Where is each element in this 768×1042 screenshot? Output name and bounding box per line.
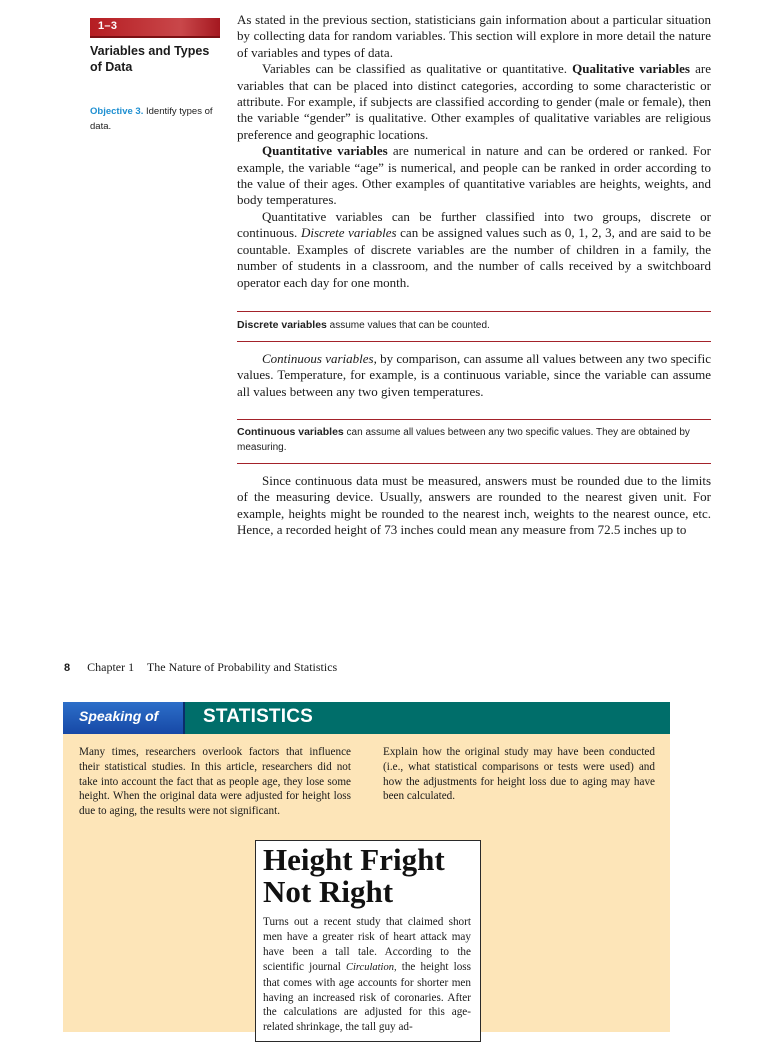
definition-text: can assume all values between any two specific values. They are obtained by measuring. <box>237 427 690 453</box>
page-number: 8 <box>64 662 71 674</box>
definition-term: Discrete variables <box>237 319 327 331</box>
body-text-continuous <box>237 351 711 400</box>
paragraph-intro: As stated in the previous section, statisticians gain information about a particular situation by collecting data for random variables. This section will explore in more detail the nature of variables and types of data. <box>237 12 711 60</box>
speaking-of-statistics-box <box>63 702 670 1032</box>
paragraph-rounding: Since continuous data must be measured, answers must be rounded due to the limits of the measuring device. Usually, answers are rounded to the nearest given unit. For example, heights might be rounded to the nearest inch, weights to the nearest ounce, etc. Hence, a recorded height of 73 inches could mean any measure from 72.5 inches up to <box>237 473 711 538</box>
objective-label: Objective 3. <box>90 106 144 117</box>
paragraph-continuous: Continuous variables, by comparison, can assume all values between any two specific values. Temperature, for example, is a continuous variable, since the variable can assume all values between any two given temperatures. <box>237 351 711 399</box>
term-continuous: Continuous variables, <box>262 351 377 366</box>
box-question-text: Explain how the original study may have been conducted (i.e., what statistical comparisons or tests were used) and how the adjustments for height loss due to aging may have been calculated. <box>383 746 655 803</box>
definition-text: assume values that can be counted. <box>326 320 490 331</box>
definition-continuous <box>237 419 711 464</box>
box-header <box>63 702 670 734</box>
journal-name: Circulation, <box>345 961 397 973</box>
box-header-tab-label: Speaking of <box>79 708 159 724</box>
term-qualitative: Qualitative variables <box>572 61 690 77</box>
paragraph-discrete: Quantitative variables can be further classified into two groups, discrete or continuous. Discrete variables can be assigned values such as 0, 1, 2, 3, and are said to be countable. Examples of discrete variables are the number of children in a family, the number of students in a classroom, and the number of calls received by a switchboard operator each day for one month. <box>237 208 711 290</box>
paragraph-qualitative: Variables can be classified as qualitative or quantitative. Qualitative variables are variables that can be placed into distinct categories, according to some characteristic or attribute. For example, if subjects are classified according to gender (male or female), then the variable “gender” is qualitative. Other examples of qualitative variables are religious preference and geographic locations. <box>237 61 711 142</box>
objective-text: Identify types of data. <box>90 106 213 132</box>
clipping-body: Turns out a recent study that claimed short men have a greater risk of heart attack may have been a tall tale. According to the scientific journal Circulation, the height loss that comes with age accounts for shorter men having an increased risk of coronaries. After the calculations are adjusted for this age-related shrinkage, the tall guy ad- <box>263 916 471 1034</box>
section-number-badge <box>90 18 220 38</box>
box-header-title: STATISTICS <box>203 706 314 727</box>
body-text <box>237 12 711 291</box>
news-clipping <box>255 840 481 1042</box>
body-text-rounding <box>237 473 711 539</box>
chapter-label: Chapter 1 <box>87 660 135 674</box>
definition-discrete <box>237 311 711 342</box>
box-header-tab <box>63 702 185 734</box>
section-title: Variables and Types of Data <box>90 44 210 74</box>
clipping-headline: Height Fright Not Right <box>263 842 445 909</box>
chapter-title: The Nature of Probability and Statistics <box>146 660 338 674</box>
term-discrete: Discrete variables <box>300 225 397 241</box>
term-quantitative: Quantitative variables <box>262 143 388 159</box>
paragraph-quantitative: Quantitative variables are numerical in nature and can be ordered or ranked. For example, the variable “age” is numerical, and people can be ranked in order according to the value of their ages. Other examples of quantitative variables are heights, weights, and body temperatures. <box>237 143 711 208</box>
objective-note <box>90 104 218 134</box>
page-footer <box>64 660 337 675</box>
section-number: 1–3 <box>98 20 118 32</box>
box-intro-text: Many times, researchers overlook factors that influence their statistical studies. In this article, researchers did not take into account the fact that as people age, they lose some height. When the original data were adjusted for height loss due to aging, the results were not significant. <box>79 746 351 818</box>
definition-term: Continuous variables <box>237 426 344 438</box>
